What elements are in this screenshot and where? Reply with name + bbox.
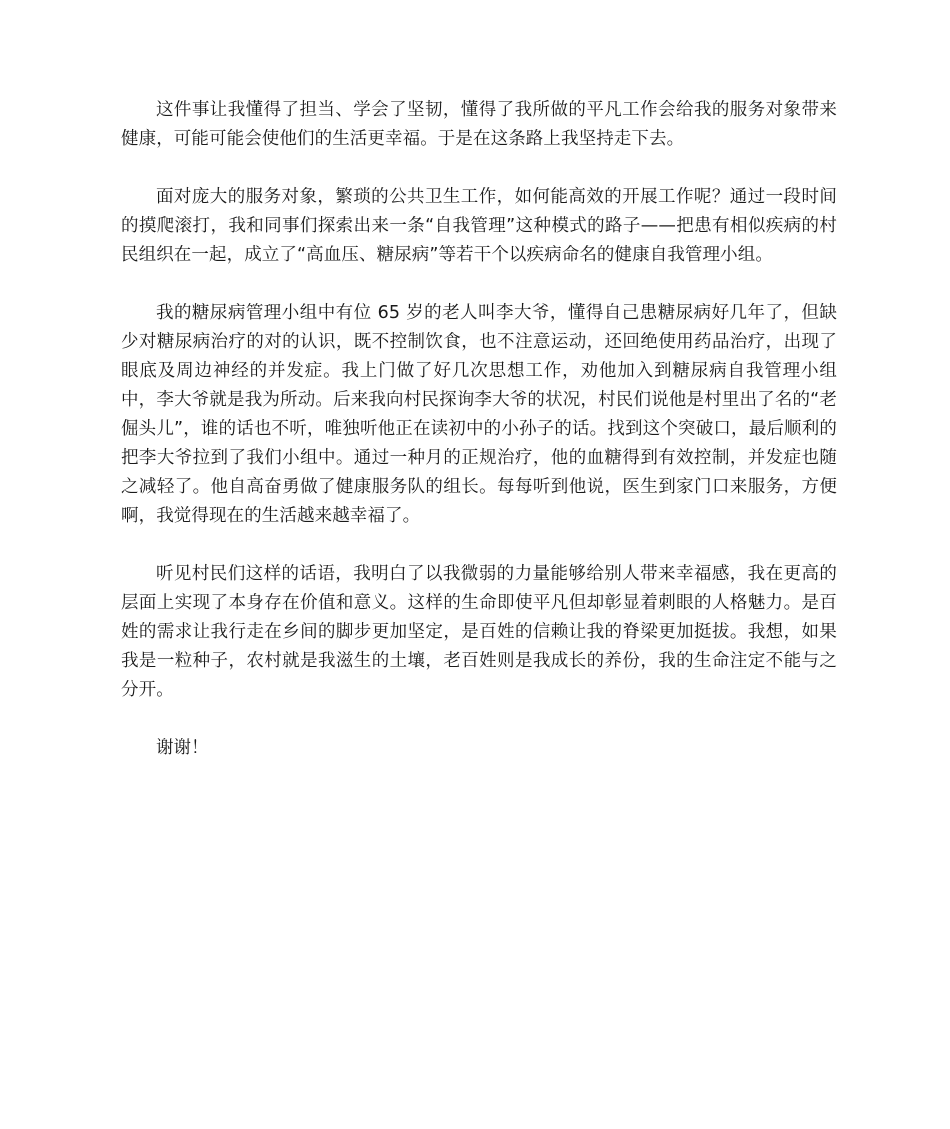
paragraph: 我的糖尿病管理小组中有位 65 岁的老人叫李大爷，懂得自己患糖尿病好几年了，但缺少对糖尿病治疗的对的认识，既不控制饮食，也不注意运动，还回绝使用药品治疗，出现了眼底及周边神经的并发症。我上门做了好几次思想工作，劝他加入到糖尿病自我管理小组中，李大爷就是我为所动。后来我向村民探询李大爷的状况，村民们说他是村里出了名的“老倔头儿”，谁的话也不听，唯独听他正在读初中的小孙子的话。找到这个突破口，最后顺利的把李大爷拉到了我们小组中。通过一种月的正规治疗，他的血糖得到有效控制，并发症也随之减轻了。他自高奋勇做了健康服务队的组长。每每听到他说，医生到家门口来服务，方便啊，我觉得现在的生活越来越幸福了。 xyxy=(121,303,837,526)
closing-line: 谢谢！ xyxy=(156,738,209,758)
document-body xyxy=(121,96,837,763)
paragraph: 听见村民们这样的话语，我明白了以我微弱的力量能够给别人带来幸福感，我在更高的层面上实现了本身存在价值和意义。这样的生命即使平凡但却彰显着刺眼的人格魅力。是百姓的需求让我行走在乡间的脚步更加坚定，是百姓的信赖让我的脊梁更加挺拔。我想，如果我是一粒种子，农村就是我滋生的土壤，老百姓则是我成长的养份，我的生命注定不能与之分开。 xyxy=(121,564,837,700)
paragraph: 这件事让我懂得了担当、学会了坚韧，懂得了我所做的平凡工作会给我的服务对象带来健康，可能可能会使他们的生活更幸福。于是在这条路上我坚持走下去。 xyxy=(121,100,837,149)
paragraph: 面对庞大的服务对象，繁琐的公共卫生工作，如何能高效的开展工作呢？通过一段时间的摸爬滚打，我和同事们探索出来一条“自我管理”这种模式的路子——把患有相似疾病的村民组织在一起，成立了“高血压、糖尿病”等若干个以疾病命名的健康自我管理小组。 xyxy=(121,187,837,265)
